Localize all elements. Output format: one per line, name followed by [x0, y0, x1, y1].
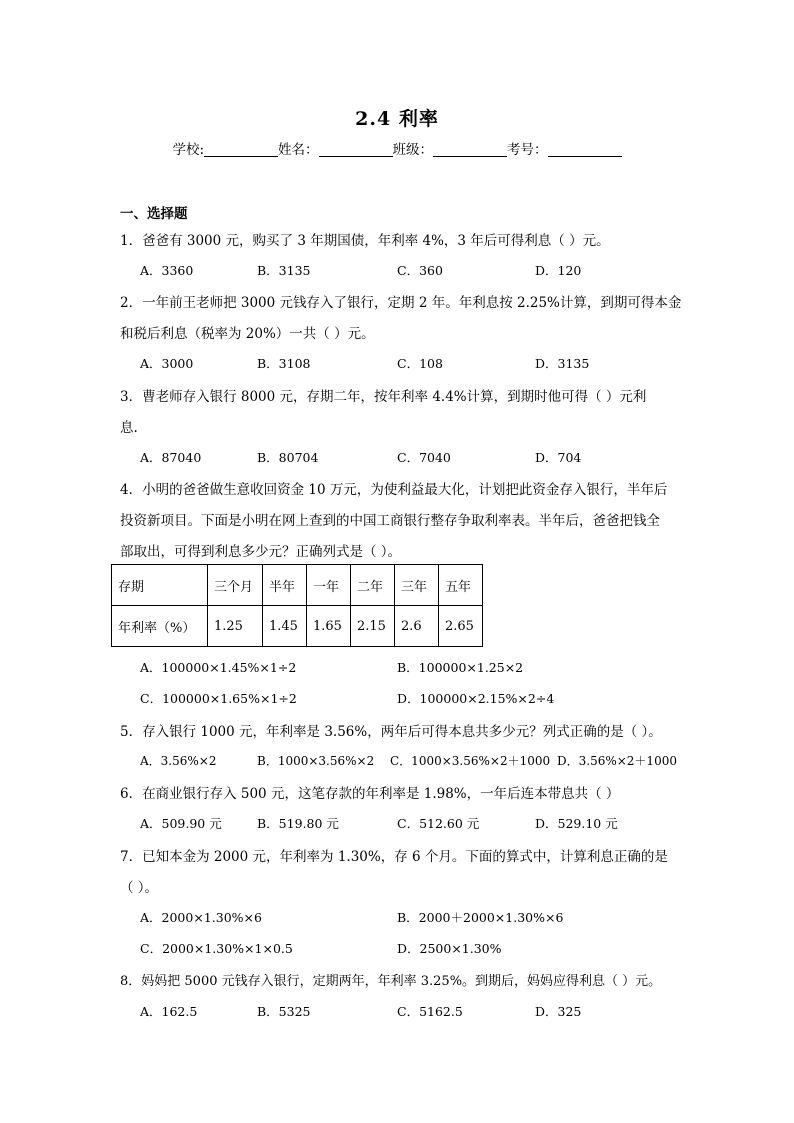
question-5-option-a: A．3.56%×2 [140, 754, 217, 768]
table-row-header [112, 565, 483, 606]
question-1-option-a: A．3360 [140, 263, 194, 278]
question-2-text-line-2: 和税后利息（税率为 20%）一共（ ）元。 [120, 326, 375, 342]
table-row-rates [112, 606, 483, 647]
class-blank [433, 142, 507, 157]
question-3-option-d: D．704 [535, 450, 582, 465]
question-7-option-b: B．2000＋2000×1.30%×6 [397, 910, 564, 925]
table-cell: 1.45 [263, 606, 307, 647]
class-label: 班级： [392, 142, 434, 158]
table-cell: 1.65 [307, 606, 351, 647]
school-label: 学校: [172, 142, 205, 158]
table-cell: 二年 [351, 565, 395, 606]
table-cell: 2.65 [439, 606, 483, 647]
question-1-option-b: B．3135 [257, 263, 311, 278]
question-5-option-c: C．1000×3.56%×2＋1000 [390, 754, 551, 768]
table-cell: 三年 [395, 565, 439, 606]
section-title: 一、选择题 [120, 206, 188, 222]
question-7-option-d: D．2500×1.30% [397, 941, 502, 956]
student-info-line [0, 138, 794, 158]
question-2-option-a: A．3000 [140, 356, 194, 371]
question-6-option-b: B．519.80 元 [257, 816, 339, 831]
question-3-option-c: C．7040 [397, 450, 451, 465]
question-2-option-c: C．108 [397, 356, 443, 371]
question-4-option-b: B．100000×1.25×2 [397, 660, 524, 675]
exam-number-label: 考号： [507, 142, 548, 158]
table-cell: 1.25 [208, 606, 263, 647]
question-2-option-b: B．3108 [257, 356, 311, 371]
question-4-text-line-3: 部取出，可得到利息多少元？正确列式是（ ）。 [120, 544, 402, 560]
name-blank [319, 142, 393, 157]
question-6-option-d: D．529.10 元 [535, 816, 618, 831]
interest-rate-table [111, 564, 483, 647]
table-cell: 2.15 [351, 606, 395, 647]
question-7-option-a: A．2000×1.30%×6 [140, 910, 262, 925]
question-5-option-b: B．1000×3.56%×2 [257, 754, 375, 768]
question-8-option-b: B．5325 [257, 1004, 311, 1019]
table-cell: 存期 [112, 565, 208, 606]
page-title: 2.4 利率 [355, 108, 439, 130]
question-4-text-line-1: 4．小明的爸爸做生意收回资金 10 万元，为使利益最大化，计划把此资金存入银行，半年后 [120, 482, 668, 498]
question-5-option-d: D．3.56%×2＋1000 [557, 754, 677, 768]
question-4-text-line-2: 投资新项目。下面是小明在网上查到的中国工商银行整存争取利率表。半年后，爸爸把钱全 [120, 513, 660, 529]
question-5-text: 5．存入银行 1000 元，年利率是 3.56%，两年后可得本息共多少元？列式正确的是（ ）。 [120, 724, 662, 740]
question-1-option-d: D．120 [535, 263, 582, 278]
question-1-text: 1．爸爸有 3000 元，购买了 3 年期国债，年利率 4%，3 年后可得利息（ ）元。 [120, 233, 610, 249]
question-6-text: 6．在商业银行存入 500 元，这笔存款的年利率是 1.98%，一年后连本带息共（ ） [120, 786, 620, 802]
question-2-option-d: D．3135 [535, 356, 590, 371]
table-cell: 年利率（%） [112, 606, 208, 647]
question-6-option-a: A．509.90 元 [140, 816, 222, 831]
question-4-option-d: D．100000×2.15%×2÷4 [397, 691, 555, 706]
question-2-text-line-1: 2．一年前王老师把 3000 元钱存入了银行，定期 2 年。年利息按 2.25%计算，到期可得本金 [120, 295, 682, 311]
question-1-option-c: C．360 [397, 263, 443, 278]
school-blank [204, 142, 278, 157]
question-3-text-line-2: 息. [120, 420, 138, 436]
table-cell: 五年 [439, 565, 483, 606]
question-7-option-c: C．2000×1.30%×1×0.5 [140, 941, 293, 956]
question-3-option-b: B．80704 [257, 450, 319, 465]
question-4-option-c: C．100000×1.65%×1÷2 [140, 691, 297, 706]
question-3-text-line-1: 3．曹老师存入银行 8000 元，存期二年，按年利率 4.4%计算，到期时他可得（ ）元利 [120, 389, 647, 405]
question-3-option-a: A．87040 [140, 450, 202, 465]
table-cell: 半年 [263, 565, 307, 606]
question-7-text-line-2: （ ）。 [120, 880, 159, 896]
table-cell: 2.6 [395, 606, 439, 647]
question-8-option-a: A．162.5 [140, 1004, 198, 1019]
question-4-option-a: A．100000×1.45%×1÷2 [140, 660, 297, 675]
table-cell: 一年 [307, 565, 351, 606]
table-cell: 三个月 [208, 565, 263, 606]
exam-number-blank [548, 142, 622, 157]
question-8-option-c: C．5162.5 [397, 1004, 463, 1019]
question-8-text: 8．妈妈把 5000 元钱存入银行，定期两年，年利率 3.25%。到期后，妈妈应得利息（ ）元。 [120, 974, 662, 989]
name-label: 姓名： [278, 142, 319, 158]
question-8-option-d: D．325 [535, 1004, 582, 1019]
question-6-option-c: C．512.60 元 [397, 816, 480, 831]
question-7-text-line-1: 7．已知本金为 2000 元，年利率为 1.30%，存 6 个月。下面的算式中，计算利息正确的是 [120, 849, 668, 865]
